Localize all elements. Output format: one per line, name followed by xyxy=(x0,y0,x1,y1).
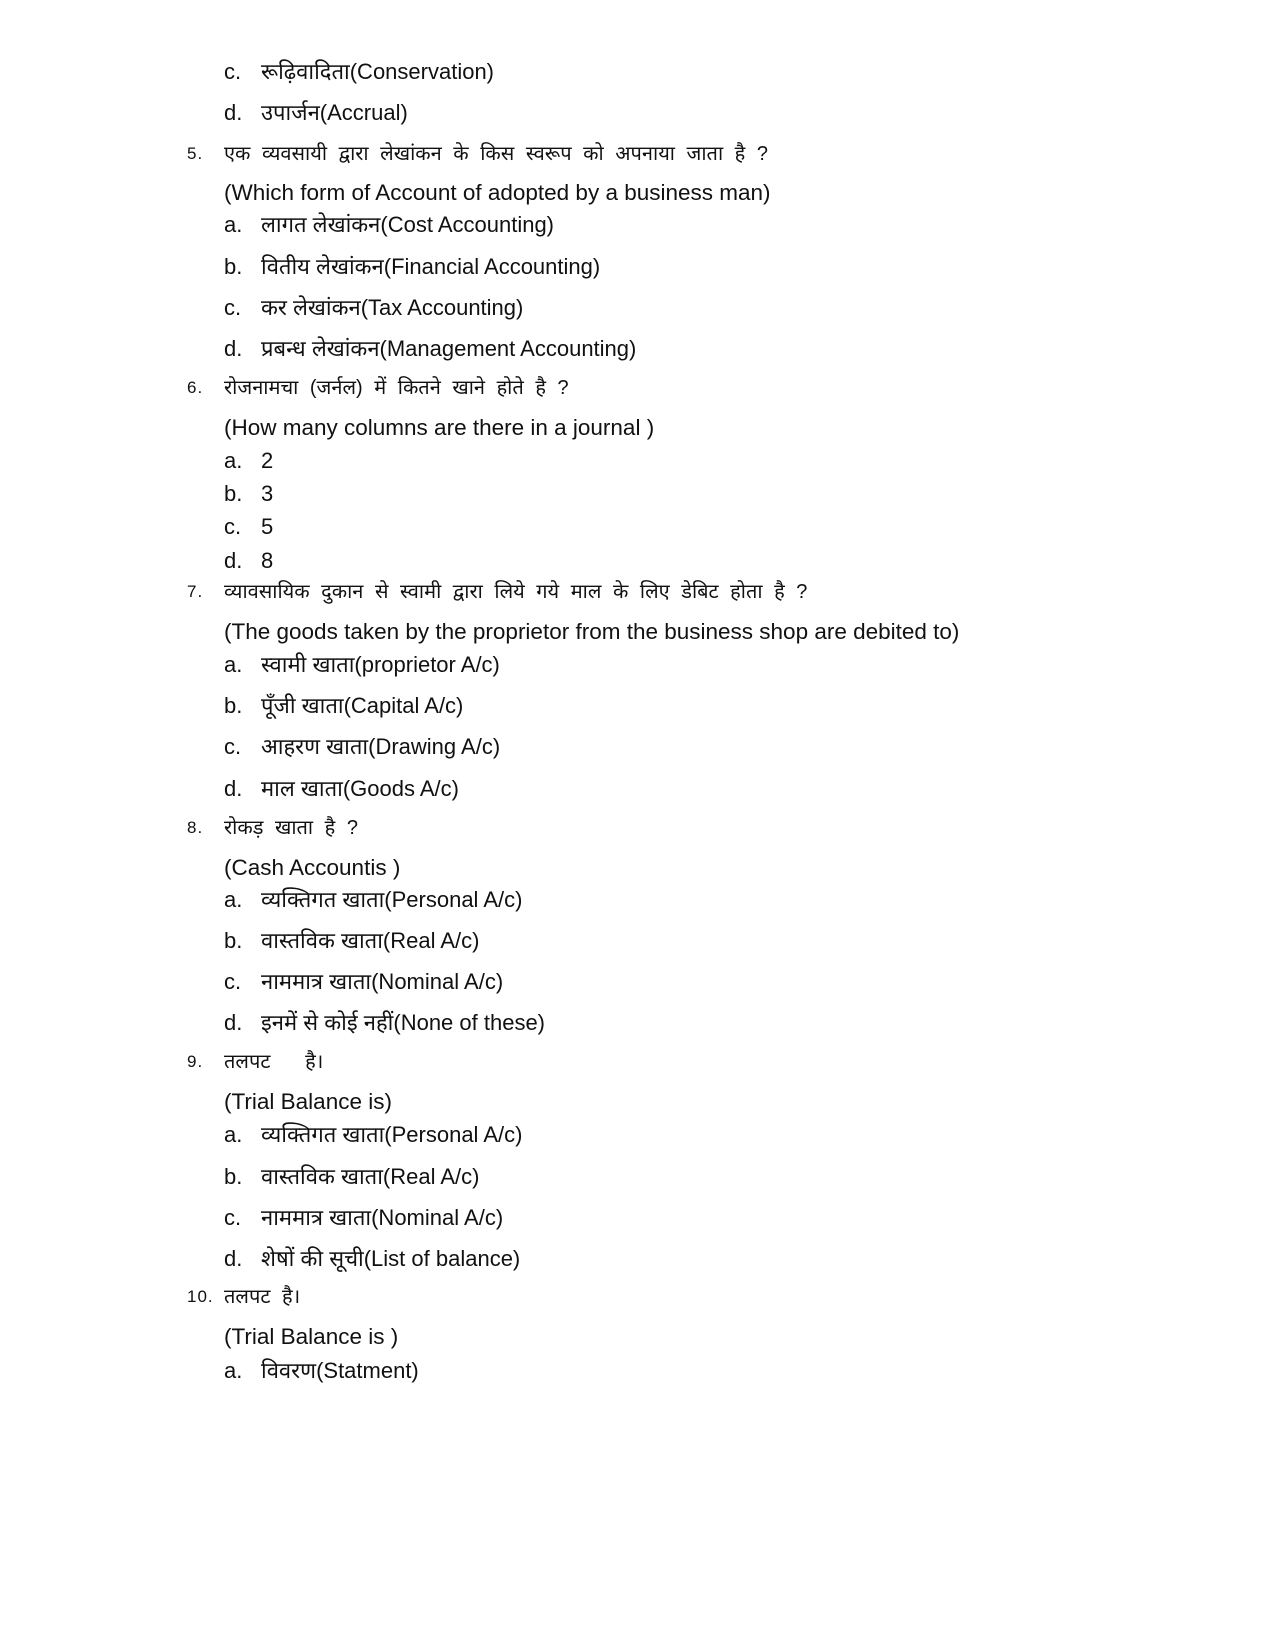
option-letter: a. xyxy=(224,212,243,237)
option-text: पूँजी खाता(Capital A/c) xyxy=(261,693,464,718)
question-number: 6. xyxy=(187,378,204,397)
option-text: 5 xyxy=(261,514,274,539)
option-letter: b. xyxy=(224,481,243,506)
option-text: नाममात्र खाता(Nominal A/c) xyxy=(261,1205,504,1230)
option-text: इनमें से कोई नहीं(None of these) xyxy=(261,1010,545,1035)
option-letter: a. xyxy=(224,887,243,912)
option-letter: c. xyxy=(224,295,242,320)
option-text: माल खाता(Goods A/c) xyxy=(261,776,459,801)
option-text: कर लेखांकन(Tax Accounting) xyxy=(261,295,524,320)
option-letter: b. xyxy=(224,1164,243,1189)
option-letter: a. xyxy=(224,1358,243,1383)
option-letter: b. xyxy=(224,693,243,718)
option-letter: d. xyxy=(224,336,243,361)
question-number: 5. xyxy=(187,144,204,163)
option-text: 2 xyxy=(261,448,274,473)
option-letter: c. xyxy=(224,734,242,759)
question-english: (Which form of Account of adopted by a business man) xyxy=(224,180,771,205)
option-text: लागत लेखांकन(Cost Accounting) xyxy=(261,212,555,237)
option-text: रूढ़िवादिता(Conservation) xyxy=(261,59,495,84)
question-number: 7. xyxy=(187,582,204,601)
option-text: वितीय लेखांकन(Financial Accounting) xyxy=(261,254,601,279)
option-letter: a. xyxy=(224,448,243,473)
option-text: शेषों की सूची(List of balance) xyxy=(261,1246,521,1271)
option-letter: d. xyxy=(224,1246,243,1271)
question-hindi: रोजनामचा (जर्नल) में कितने खाने होते है ? xyxy=(224,377,569,399)
option-letter: d. xyxy=(224,776,243,801)
option-text: 8 xyxy=(261,548,274,573)
question-hindi: एक व्यवसायी द्वारा लेखांकन के किस स्वरूप को अपनाया जाता है ? xyxy=(224,143,768,165)
option-text: व्यक्तिगत खाता(Personal A/c) xyxy=(261,1122,523,1147)
option-text: व्यक्तिगत खाता(Personal A/c) xyxy=(261,887,523,912)
question-number: 9. xyxy=(187,1052,204,1071)
question-english: (The goods taken by the proprietor from the business shop are debited to) xyxy=(224,619,960,644)
option-letter: a. xyxy=(224,652,243,677)
option-letter: c. xyxy=(224,514,242,539)
question-english: (Trial Balance is) xyxy=(224,1089,392,1114)
option-text: स्वामी खाता(proprietor A/c) xyxy=(261,652,500,677)
question-english: (Trial Balance is ) xyxy=(224,1324,399,1349)
option-text: प्रबन्ध लेखांकन(Management Accounting) xyxy=(261,336,637,361)
option-text: आहरण खाता(Drawing A/c) xyxy=(261,734,501,759)
option-letter: d. xyxy=(224,548,243,573)
question-number: 10. xyxy=(187,1287,214,1306)
question-hindi: व्यावसायिक दुकान से स्वामी द्वारा लिये गये माल के लिए डेबिट होता है ? xyxy=(224,581,808,603)
option-letter: b. xyxy=(224,928,243,953)
option-text: उपार्जन(Accrual) xyxy=(261,100,408,125)
option-text: वास्तविक खाता(Real A/c) xyxy=(261,1164,480,1189)
option-text: वास्तविक खाता(Real A/c) xyxy=(261,928,480,953)
option-letter: d. xyxy=(224,1010,243,1035)
option-letter: c. xyxy=(224,969,242,994)
question-hindi: तलपट है। xyxy=(224,1286,301,1308)
question-english: (How many columns are there in a journal ) xyxy=(224,415,655,440)
option-text: नाममात्र खाता(Nominal A/c) xyxy=(261,969,504,994)
option-letter: c. xyxy=(224,1205,242,1230)
option-text: विवरण(Statment) xyxy=(261,1358,419,1383)
question-number: 8. xyxy=(187,818,204,837)
option-letter: d. xyxy=(224,100,243,125)
question-hindi: रोकड़ खाता है ? xyxy=(224,817,358,839)
option-letter: b. xyxy=(224,254,243,279)
option-letter: a. xyxy=(224,1122,243,1147)
option-text: 3 xyxy=(261,481,274,506)
question-english: (Cash Accountis ) xyxy=(224,855,401,880)
option-letter: c. xyxy=(224,59,242,84)
question-hindi: तलपट है। xyxy=(224,1051,324,1073)
